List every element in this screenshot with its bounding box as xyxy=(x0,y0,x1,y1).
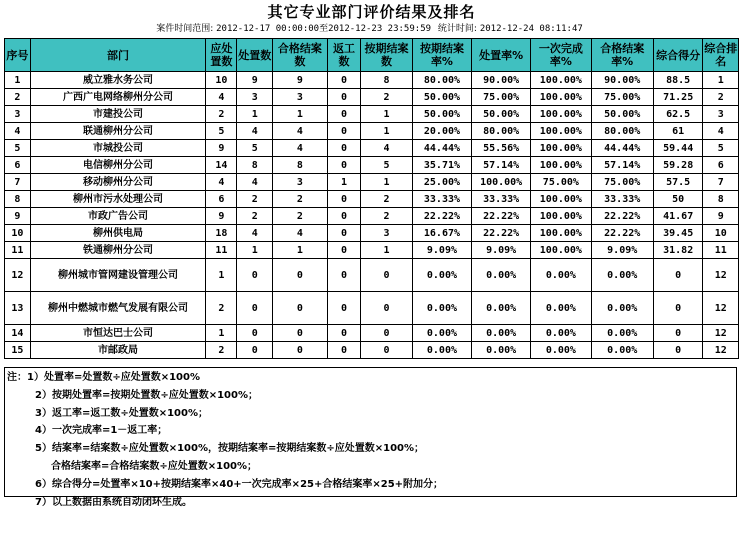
cell-handled: 4 xyxy=(237,174,273,191)
cell-first-rate: 100.00% xyxy=(531,72,591,89)
cell-first-rate: 100.00% xyxy=(531,208,591,225)
cell-no: 15 xyxy=(5,342,31,359)
cell-ontime-rate: 35.71% xyxy=(412,157,471,174)
note-line: 3）返工率=返工数÷处置数×100%； xyxy=(35,407,208,419)
cell-due: 10 xyxy=(206,72,237,89)
cell-due: 1 xyxy=(206,325,237,342)
cell-handled: 0 xyxy=(237,325,273,342)
results-table xyxy=(4,38,739,359)
cell-rank: 12 xyxy=(703,292,739,325)
cell-ontime: 8 xyxy=(361,72,413,89)
cell-ontime-rate: 50.00% xyxy=(412,89,471,106)
note-line: 合格结案率=合格结案数÷应处置数×100%； xyxy=(51,460,258,472)
cell-first-rate: 100.00% xyxy=(531,191,591,208)
note-line: 2）按期处置率=按期处置数÷应处置数×100%； xyxy=(35,389,258,401)
note-line: 5）结案率=结案数÷应处置数×100%，按期结案率=按期结案数÷应处置数×100%； xyxy=(35,443,425,455)
cell-handled: 3 xyxy=(237,89,273,106)
cell-handled: 0 xyxy=(237,259,273,292)
table-row xyxy=(5,72,739,89)
cell-handled: 8 xyxy=(237,157,273,174)
cell-rank: 3 xyxy=(703,106,739,123)
cell-rank: 1 xyxy=(703,72,739,89)
cell-score: 41.67 xyxy=(653,208,703,225)
cell-ontime: 0 xyxy=(361,259,413,292)
cell-no: 9 xyxy=(5,208,31,225)
col-header-score: 综合得分 xyxy=(653,39,703,72)
cell-due: 2 xyxy=(206,292,237,325)
cell-dept: 柳州市污水处理公司 xyxy=(30,191,205,208)
cell-rework: 0 xyxy=(327,259,360,292)
cell-ontime-rate: 22.22% xyxy=(412,208,471,225)
cell-score: 57.5 xyxy=(653,174,703,191)
cell-due: 5 xyxy=(206,123,237,140)
cell-due: 2 xyxy=(206,342,237,359)
cell-due: 18 xyxy=(206,225,237,242)
col-header-rework: 返工数 xyxy=(327,39,360,72)
cell-ontime: 1 xyxy=(361,174,413,191)
cell-rework: 0 xyxy=(327,292,360,325)
cell-handled: 2 xyxy=(237,208,273,225)
cell-ontime-rate: 25.00% xyxy=(412,174,471,191)
cell-no: 4 xyxy=(5,123,31,140)
note-line: 7）以上数据由系统自动闭环生成。 xyxy=(35,496,192,508)
note-line: 注：1）处置率=处置数÷应处置数×100% xyxy=(7,372,200,383)
table-body xyxy=(5,72,739,359)
cell-score: 59.28 xyxy=(653,157,703,174)
cell-due: 4 xyxy=(206,89,237,106)
cell-ontime-rate: 0.00% xyxy=(412,259,471,292)
cell-qualified-rate: 0.00% xyxy=(591,325,653,342)
cell-handle-rate: 80.00% xyxy=(472,123,531,140)
cell-no: 1 xyxy=(5,72,31,89)
table-row xyxy=(5,191,739,208)
cell-qualified-rate: 50.00% xyxy=(591,106,653,123)
cell-score: 62.5 xyxy=(653,106,703,123)
cell-qualified-rate: 90.00% xyxy=(591,72,653,89)
cell-ontime: 5 xyxy=(361,157,413,174)
cell-score: 0 xyxy=(653,342,703,359)
cell-ontime-rate: 44.44% xyxy=(412,140,471,157)
col-header-qualified: 合格结案数 xyxy=(272,39,327,72)
cell-no: 7 xyxy=(5,174,31,191)
cell-qualified: 0 xyxy=(272,342,327,359)
col-header-dept: 部门 xyxy=(30,39,205,72)
table-row xyxy=(5,225,739,242)
cell-due: 11 xyxy=(206,242,237,259)
cell-dept: 联通柳州分公司 xyxy=(30,123,205,140)
cell-handle-rate: 0.00% xyxy=(472,259,531,292)
cell-handled: 0 xyxy=(237,292,273,325)
cell-rank: 10 xyxy=(703,225,739,242)
cell-qualified-rate: 80.00% xyxy=(591,123,653,140)
cell-handle-rate: 0.00% xyxy=(472,292,531,325)
cell-first-rate: 0.00% xyxy=(531,259,591,292)
cell-rework: 0 xyxy=(327,208,360,225)
cell-ontime: 2 xyxy=(361,89,413,106)
cell-qualified-rate: 33.33% xyxy=(591,191,653,208)
table-row xyxy=(5,259,739,292)
cell-score: 88.5 xyxy=(653,72,703,89)
cell-ontime: 3 xyxy=(361,225,413,242)
cell-rework: 0 xyxy=(327,89,360,106)
cell-qualified: 8 xyxy=(272,157,327,174)
cell-ontime-rate: 33.33% xyxy=(412,191,471,208)
cell-due: 9 xyxy=(206,140,237,157)
cell-qualified-rate: 9.09% xyxy=(591,242,653,259)
cell-ontime-rate: 16.67% xyxy=(412,225,471,242)
table-row xyxy=(5,208,739,225)
cell-handle-rate: 50.00% xyxy=(472,106,531,123)
col-header-no: 序号 xyxy=(5,39,31,72)
cell-first-rate: 100.00% xyxy=(531,140,591,157)
col-header-ontime: 按期结案数 xyxy=(361,39,413,72)
cell-qualified: 2 xyxy=(272,191,327,208)
cell-handle-rate: 22.22% xyxy=(472,225,531,242)
cell-qualified: 0 xyxy=(272,292,327,325)
cell-ontime: 1 xyxy=(361,123,413,140)
cell-rework: 0 xyxy=(327,225,360,242)
col-header-rank: 综合排名 xyxy=(703,39,739,72)
table-row xyxy=(5,106,739,123)
cell-score: 0 xyxy=(653,325,703,342)
cell-rank: 12 xyxy=(703,342,739,359)
range-value: 2012-12-17 00:00:00至2012-12-23 23:59:59 xyxy=(216,24,432,34)
col-header-handle-rate: 处置率% xyxy=(472,39,531,72)
cell-dept: 电信柳州分公司 xyxy=(30,157,205,174)
cell-no: 3 xyxy=(5,106,31,123)
table-row xyxy=(5,140,739,157)
col-header-ontime-rate: 按期结案率% xyxy=(412,39,471,72)
cell-handle-rate: 57.14% xyxy=(472,157,531,174)
table-row xyxy=(5,123,739,140)
cell-ontime-rate: 0.00% xyxy=(412,342,471,359)
cell-qualified: 4 xyxy=(272,140,327,157)
cell-due: 2 xyxy=(206,106,237,123)
table-row xyxy=(5,174,739,191)
cell-dept: 广西广电网络柳州分公司 xyxy=(30,89,205,106)
cell-ontime: 1 xyxy=(361,106,413,123)
cell-rework: 0 xyxy=(327,72,360,89)
cell-qualified-rate: 0.00% xyxy=(591,342,653,359)
cell-no: 8 xyxy=(5,191,31,208)
notes-box xyxy=(4,367,737,508)
cell-rework: 0 xyxy=(327,140,360,157)
cell-ontime: 1 xyxy=(361,242,413,259)
cell-rework: 0 xyxy=(327,123,360,140)
cell-dept: 柳州城市管网建设管理公司 xyxy=(30,259,205,292)
cell-qualified: 1 xyxy=(272,242,327,259)
table-row xyxy=(5,242,739,259)
cell-score: 61 xyxy=(653,123,703,140)
cell-rank: 7 xyxy=(703,174,739,191)
cell-handle-rate: 0.00% xyxy=(472,342,531,359)
table-row xyxy=(5,342,739,359)
cell-dept: 柳州供电局 xyxy=(30,225,205,242)
stat-value: 2012-12-24 08:11:47 xyxy=(479,24,583,34)
cell-handled: 4 xyxy=(237,225,273,242)
cell-first-rate: 100.00% xyxy=(531,106,591,123)
cell-ontime: 0 xyxy=(361,292,413,325)
cell-handled: 5 xyxy=(237,140,273,157)
cell-score: 59.44 xyxy=(653,140,703,157)
cell-qualified: 1 xyxy=(272,106,327,123)
note-line: 6）综合得分=处置率×10+按期结案率×40+一次完成率×25+合格结案率×25+附加分； xyxy=(35,478,444,490)
cell-qualified-rate: 22.22% xyxy=(591,225,653,242)
table-row xyxy=(5,292,739,325)
col-header-qualified-rate: 合格结案率% xyxy=(591,39,653,72)
table-row xyxy=(5,157,739,174)
cell-no: 10 xyxy=(5,225,31,242)
cell-score: 31.82 xyxy=(653,242,703,259)
cell-ontime-rate: 0.00% xyxy=(412,292,471,325)
cell-qualified: 0 xyxy=(272,325,327,342)
cell-no: 2 xyxy=(5,89,31,106)
report-meta xyxy=(0,23,743,35)
cell-qualified: 2 xyxy=(272,208,327,225)
cell-handled: 1 xyxy=(237,106,273,123)
cell-handled: 0 xyxy=(237,342,273,359)
cell-rank: 5 xyxy=(703,140,739,157)
cell-rework: 0 xyxy=(327,106,360,123)
cell-qualified: 4 xyxy=(272,225,327,242)
cell-rework: 0 xyxy=(327,342,360,359)
cell-ontime: 0 xyxy=(361,342,413,359)
cell-ontime-rate: 0.00% xyxy=(412,325,471,342)
cell-rank: 6 xyxy=(703,157,739,174)
cell-rework: 0 xyxy=(327,191,360,208)
cell-qualified-rate: 0.00% xyxy=(591,292,653,325)
cell-score: 0 xyxy=(653,259,703,292)
cell-qualified-rate: 0.00% xyxy=(591,259,653,292)
cell-handle-rate: 90.00% xyxy=(472,72,531,89)
cell-qualified: 9 xyxy=(272,72,327,89)
cell-qualified-rate: 75.00% xyxy=(591,174,653,191)
cell-qualified: 0 xyxy=(272,259,327,292)
cell-first-rate: 100.00% xyxy=(531,157,591,174)
cell-first-rate: 0.00% xyxy=(531,342,591,359)
cell-handle-rate: 33.33% xyxy=(472,191,531,208)
cell-score: 39.45 xyxy=(653,225,703,242)
cell-dept: 移动柳州分公司 xyxy=(30,174,205,191)
cell-dept: 市邮政局 xyxy=(30,342,205,359)
cell-rank: 2 xyxy=(703,89,739,106)
col-header-first-rate: 一次完成率% xyxy=(531,39,591,72)
cell-rework: 0 xyxy=(327,242,360,259)
cell-due: 6 xyxy=(206,191,237,208)
cell-first-rate: 100.00% xyxy=(531,123,591,140)
cell-ontime: 0 xyxy=(361,325,413,342)
col-header-due: 应处置数 xyxy=(206,39,237,72)
cell-ontime-rate: 50.00% xyxy=(412,106,471,123)
cell-ontime: 4 xyxy=(361,140,413,157)
stat-label: 统计时间: xyxy=(437,24,477,34)
cell-no: 14 xyxy=(5,325,31,342)
cell-first-rate: 0.00% xyxy=(531,325,591,342)
cell-qualified-rate: 22.22% xyxy=(591,208,653,225)
cell-handled: 1 xyxy=(237,242,273,259)
cell-first-rate: 100.00% xyxy=(531,225,591,242)
cell-qualified-rate: 44.44% xyxy=(591,140,653,157)
note-line: 4）一次完成率=1－返工率； xyxy=(35,425,168,437)
cell-due: 9 xyxy=(206,208,237,225)
report-title: 其它专业部门评价结果及排名 xyxy=(267,3,476,21)
table-header-row xyxy=(5,39,739,72)
col-header-handled: 处置数 xyxy=(237,39,273,72)
cell-ontime-rate: 9.09% xyxy=(412,242,471,259)
cell-rework: 1 xyxy=(327,174,360,191)
cell-handle-rate: 9.09% xyxy=(472,242,531,259)
cell-due: 14 xyxy=(206,157,237,174)
cell-dept: 市建投公司 xyxy=(30,106,205,123)
cell-handled: 2 xyxy=(237,191,273,208)
cell-handle-rate: 75.00% xyxy=(472,89,531,106)
cell-no: 5 xyxy=(5,140,31,157)
cell-rank: 12 xyxy=(703,325,739,342)
cell-no: 11 xyxy=(5,242,31,259)
cell-ontime-rate: 20.00% xyxy=(412,123,471,140)
cell-rank: 4 xyxy=(703,123,739,140)
cell-rework: 0 xyxy=(327,157,360,174)
cell-no: 12 xyxy=(5,259,31,292)
cell-dept: 市政广告公司 xyxy=(30,208,205,225)
cell-qualified-rate: 75.00% xyxy=(591,89,653,106)
cell-first-rate: 75.00% xyxy=(531,174,591,191)
cell-dept: 铁通柳州分公司 xyxy=(30,242,205,259)
cell-dept: 市城投公司 xyxy=(30,140,205,157)
cell-qualified: 4 xyxy=(272,123,327,140)
cell-score: 71.25 xyxy=(653,89,703,106)
cell-rank: 9 xyxy=(703,208,739,225)
cell-ontime: 2 xyxy=(361,191,413,208)
cell-ontime: 2 xyxy=(361,208,413,225)
cell-ontime-rate: 80.00% xyxy=(412,72,471,89)
cell-dept: 威立雅水务公司 xyxy=(30,72,205,89)
cell-first-rate: 100.00% xyxy=(531,89,591,106)
cell-handle-rate: 100.00% xyxy=(472,174,531,191)
cell-no: 13 xyxy=(5,292,31,325)
cell-handled: 9 xyxy=(237,72,273,89)
cell-rank: 11 xyxy=(703,242,739,259)
range-label: 案件时间范围: xyxy=(156,24,214,34)
cell-qualified: 3 xyxy=(272,174,327,191)
cell-score: 0 xyxy=(653,292,703,325)
cell-handle-rate: 0.00% xyxy=(472,325,531,342)
cell-rank: 12 xyxy=(703,259,739,292)
table-row xyxy=(5,325,739,342)
cell-first-rate: 100.00% xyxy=(531,242,591,259)
cell-qualified: 3 xyxy=(272,89,327,106)
cell-rank: 8 xyxy=(703,191,739,208)
cell-handle-rate: 55.56% xyxy=(472,140,531,157)
cell-qualified-rate: 57.14% xyxy=(591,157,653,174)
cell-rework: 0 xyxy=(327,325,360,342)
cell-due: 1 xyxy=(206,259,237,292)
table-row xyxy=(5,89,739,106)
cell-dept: 柳州中燃城市燃气发展有限公司 xyxy=(30,292,205,325)
cell-dept: 市恒达巴士公司 xyxy=(30,325,205,342)
cell-no: 6 xyxy=(5,157,31,174)
cell-first-rate: 0.00% xyxy=(531,292,591,325)
cell-due: 4 xyxy=(206,174,237,191)
cell-score: 50 xyxy=(653,191,703,208)
cell-handled: 4 xyxy=(237,123,273,140)
cell-handle-rate: 22.22% xyxy=(472,208,531,225)
